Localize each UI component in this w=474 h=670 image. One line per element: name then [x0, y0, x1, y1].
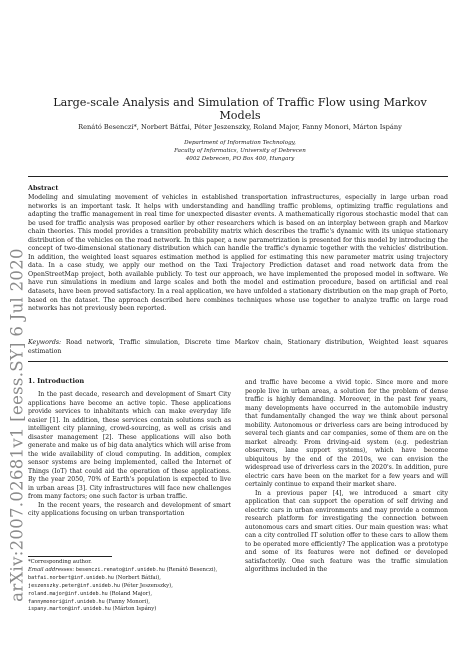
abstract-heading: Abstract: [28, 184, 59, 192]
section-heading-introduction: 1. Introduction: [28, 377, 85, 385]
footnotes: [28, 559, 231, 614]
affiliation-line: 4002 Debrecen, PO Box 400, Hungary: [185, 156, 295, 162]
footnote-corresponding: *Corresponding author.: [28, 559, 92, 565]
left-column: [28, 374, 231, 519]
abstract-text: Modeling and simulating movement of vehicles in established transportation infrastructures, especially in large urban road networks is an important task. It helps with understanding and handling traffic problems, optimizing traffic regulations and adapting the traffic management in real time for unexpected disaster events. A mathematically rigorous stochastic model that can be used for traffic analysis was proposed earlier by other researchers which is based on an interplay between graph and Markov chain theories. This model provides a transition probability matrix which describes the traffic's dynamic with its unique stationary distribution of the vehicles on the road network. In this paper, a new parametrization is presented for this model by introducing the concept of two-dimensional stationary distribution which can handle the traffic's dynamic together with the vehicles' distribution. In addition, the weighted least squares estimation method is applied for estimating this new parameter matrix using trajectory data. In a case study, we apply our method on the Taxi Trajectory Prediction dataset and road network data from the OpenStreetMap project, both available publicly. To test our approach, we have implemented the proposed model in software. We have run simulations in medium and large scales and both the model and estimation procedure, based on artificial and real datasets, have been proved satisfactory. In a real application, we have unfolded a stationary distribution on the map graph of Porto, based on the dataset. The approach described here combines techniques whose use together to analyze traffic on large road networks has not previously been reported.: [28, 194, 448, 313]
footnote-email-line: [28, 606, 231, 614]
affiliation-line: Department of Information Technology,: [184, 140, 296, 146]
author-list: Renátó Besenczi*, Norbert Bátfai, Péter Jeszenszky, Roland Major, Fanny Monori, Márton Ispány: [78, 123, 402, 131]
arxiv-identifier-text: arXiv:2007.02681v1 [eess.SY] 6 Jul 2020: [7, 248, 27, 602]
email-owner: (Márton Ispány): [112, 606, 157, 613]
email-address: besenczi.renato@inf.unideb.hu: [75, 566, 165, 573]
body-paragraph: In the recent years, the research and development of smart city applications focusing on urban transportation: [28, 501, 231, 518]
email-owner: (Fanny Monori),: [106, 598, 150, 605]
footnote-rule: [28, 556, 112, 557]
email-address: batfai.norbert@inf.unideb.hu: [28, 574, 114, 581]
keywords: [28, 339, 448, 356]
abstract-bottom-rule: [28, 361, 448, 362]
keywords-text: Road network, Traffic simulation, Discrete time Markov chain, Stationary distribution, Weighted least squares estimation: [28, 339, 448, 355]
email-address: jeszenszky.peter@inf.unideb.hu: [28, 582, 121, 589]
keywords-label: Keywords:: [28, 339, 62, 346]
email-owner: (Roland Major),: [109, 590, 153, 597]
email-owner: (Péter Jeszenszky),: [121, 582, 173, 589]
abstract-top-rule: [28, 176, 448, 177]
footnote-email-line: [28, 591, 231, 599]
body-paragraph: In a previous paper [4], we introduced a smart city application that can support the operation of self driving and electric cars in urban environments and may provide a common research platform for investigating the connection between autonomous cars and smart cities. Our main question was: what can a city controlled IT solution offer to these cars to allow them to be operated more efficiently? The application was a prototype and some of its features were not defined or developed satisfactorily. One such feature was the traffic simulation algorithms included in the: [245, 489, 448, 574]
footnote-email-line: [28, 575, 231, 583]
affiliation-line: Faculty of Informatics, University of Debrecen: [174, 148, 306, 154]
body-paragraph: and traffic have become a vivid topic. Since more and more people live in urban areas, a solution for the problem of dense traffic is highly demanding. Moreover, in the past few years, many developments have occurred in the automobile industry that fundamentally changed the way we think about personal mobility. Autonomous or driverless cars are being introduced by several tech giants and car companies, some of them are on the market already. From driving-aid system (e.g. pedestrian observers, lane support systems), which have become ubiquitous by the end of the 2010s, we can envision the widespread use of driverless cars in the 2020's. In addition, pure electric cars have been on the market for a few years and will certainly continue to expand their market share.: [245, 379, 448, 489]
email-address: roland.major@inf.unideb.hu: [28, 590, 108, 597]
email-owner: (Renátó Besenczi),: [166, 566, 218, 573]
email-label: Email addresses:: [28, 566, 75, 573]
paper-title: Large-scale Analysis and Simulation of Traffic Flow using Markov Models: [53, 96, 427, 122]
email-address: fannymonori@inf.unideb.hu: [28, 598, 105, 605]
affiliation-block: [40, 139, 440, 163]
right-column: [245, 379, 448, 575]
footnote-email-line: [28, 567, 231, 575]
email-owner: (Norbert Bátfai),: [115, 574, 162, 581]
body-paragraph: In the past decade, research and development of Smart City applications have become an active topic. These applications provide services to inhabitants which can make everyday life easier [1]. In addition, these services contain solutions such as intelligent city planning, crowd-sourcing, as well as crisis and disaster management [2]. These applications will also both generate and make us of big data analytics which will arise from the wide availability of cloud computing. In addition, complex sensor systems are being implemented, called the Internet of Things (IoT) that could aid the operation of these applications. By the year 2050, 70% of Earth's population is expected to live in urban areas [3]. City infrastructures will face new challenges from many factors; one such factor is urban traffic.: [28, 391, 231, 501]
footnote-email-line: [28, 583, 231, 591]
email-address: ispany.marton@inf.unideb.hu: [28, 606, 111, 613]
